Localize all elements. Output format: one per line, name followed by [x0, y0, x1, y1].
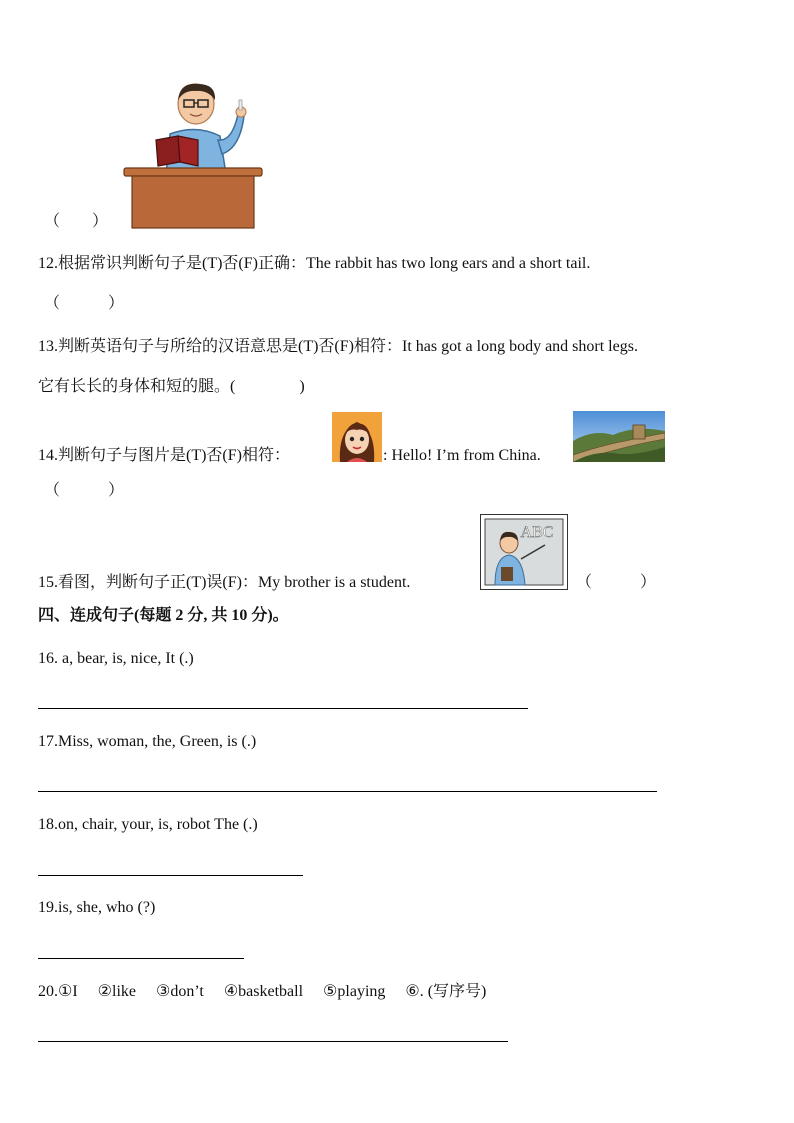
q16-text: 16. a, bear, is, nice, It (.)	[38, 650, 194, 667]
q14-sentence: : Hello! I’m from China.	[383, 447, 541, 464]
q18-answer-line	[38, 875, 303, 876]
q15-text: 15.看图，判断句子正(T)误(F)：My brother is a student.	[38, 574, 411, 591]
q15-answer-paren: （ ）	[576, 574, 657, 591]
q12-answer-paren: （ ）	[44, 295, 125, 312]
q18-text: 18.on, chair, your, is, robot The (.)	[38, 816, 258, 833]
teacher-at-desk-image	[118, 82, 268, 230]
board-abc-text: ABC	[520, 524, 554, 541]
q20-text: 20.①I ②like ③don’t ④basketball ⑤playing ⑥. (写序号)	[38, 983, 487, 1000]
q11-answer-paren: （ ）	[44, 213, 109, 230]
teacher-blackboard-image	[480, 514, 568, 590]
q20-answer-line	[38, 1041, 508, 1042]
q19-answer-line	[38, 958, 244, 959]
girl-portrait-image	[332, 412, 382, 462]
q16-answer-line	[38, 708, 528, 709]
q19-text: 19.is, she, who (?)	[38, 899, 156, 916]
q13-text-chinese: 它有长长的身体和短的腿。( )	[38, 378, 305, 395]
q13-text: 13.判断英语句子与所给的汉语意思是(T)否(F)相符：It has got a long body and short legs.	[38, 338, 638, 355]
section4-title: 四、连成句子(每题 2 分, 共 10 分)。	[38, 607, 289, 624]
q14-prefix: 14.判断句子与图片是(T)否(F)相符：	[38, 447, 290, 464]
q17-answer-line	[38, 791, 657, 792]
q12-text: 12.根据常识判断句子是(T)否(F)正确：The rabbit has two long ears and a short tail.	[38, 255, 591, 272]
great-wall-image	[573, 411, 665, 462]
q17-text: 17.Miss, woman, the, Green, is (.)	[38, 733, 257, 750]
q14-answer-paren: （ ）	[44, 482, 125, 499]
